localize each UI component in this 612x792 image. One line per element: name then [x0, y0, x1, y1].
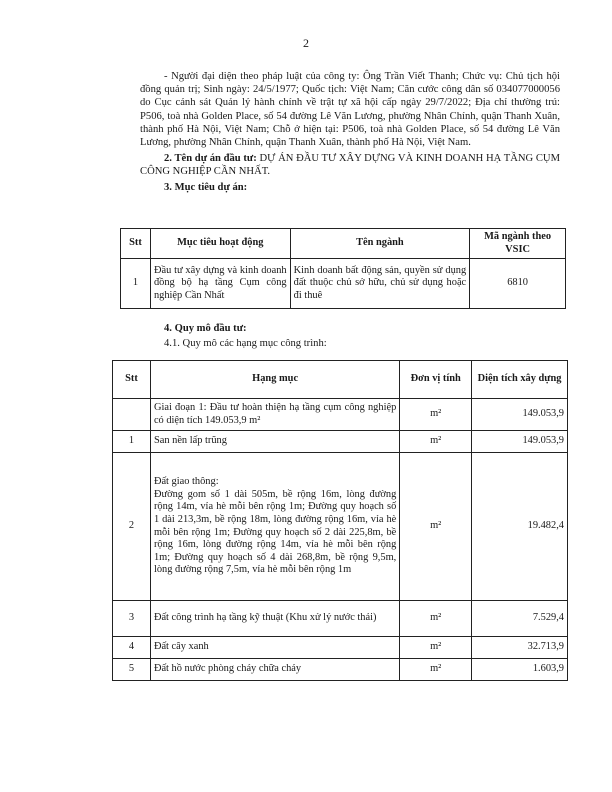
cell-activity: Đầu tư xây dựng và kinh doanh đồng bộ hạ tầng Cụm công nghiệp Cần Nhất [150, 259, 290, 309]
cell-area: 1.603,9 [472, 659, 568, 681]
cell-unit: m² [400, 431, 472, 453]
cell-stt: 5 [113, 659, 151, 681]
scale-heading: 4. Quy mô đầu tư: [164, 323, 247, 334]
cell-stt: 2 [113, 453, 151, 601]
table-row [113, 659, 568, 681]
col-header-unit: Đơn vị tính [400, 361, 472, 399]
cell-item: San nền lấp trũng [150, 431, 399, 453]
scale-table [112, 360, 568, 681]
scale-subheading: 4.1. Quy mô các hạng mục công trình: [164, 338, 327, 350]
cell-stt [113, 399, 151, 431]
project-name-paragraph [140, 152, 560, 178]
cell-code: 6810 [470, 259, 566, 309]
col-header-item: Hạng mục [150, 361, 399, 399]
cell-item: Đất cây xanh [150, 637, 399, 659]
cell-area: 7.529,4 [472, 601, 568, 637]
objective-table-header-row [121, 229, 566, 259]
col-header-industry: Tên ngành [290, 229, 470, 259]
scale-table-header-row [113, 361, 568, 399]
cell-item: Đất giao thông: Đường gom số 1 dài 505m, bề rộng 16m, lòng đường rộng 14m, vỉa hè mỗi bên rộng 1m; Đường quy hoạch số 1 dài 213,3m, bề rộng 18m, lòng đường rộng 16m, vỉa hè mỗi bên rộng 1m; Đường quy hoạch số 2 dài 225,8m, bề rộng 16m, lòng đường rộng 14m, vỉa hè mỗi bên rộng 1m; Đường quy hoạch số 4 dài 268,8m, bề rộng 9,5m, lòng đường rộng 7,5m, vỉa hè mỗi bên rộng 1m [150, 453, 399, 601]
cell-unit: m² [400, 601, 472, 637]
cell-industry: Kinh doanh bất động sản, quyền sử dụng đất thuộc chủ sở hữu, chủ sử dụng hoặc đi thuê [290, 259, 470, 309]
table-row [113, 453, 568, 601]
table-row [113, 637, 568, 659]
objective-heading: 3. Mục tiêu dự án: [164, 181, 248, 193]
body-text [140, 70, 560, 194]
page-number: 2 [303, 36, 309, 50]
table-row [113, 431, 568, 453]
table-row [113, 399, 568, 431]
table-row [121, 259, 566, 309]
col-header-code: Mã ngành theo VSIC [470, 229, 566, 259]
cell-area: 19.482,4 [472, 453, 568, 601]
cell-item: Giai đoạn 1: Đầu tư hoàn thiện hạ tầng cụm công nghiệp có diện tích 149.053,9 m² [150, 399, 399, 431]
project-name-value: DỰ ÁN ĐẦU TƯ XÂY DỰNG VÀ KINH DOANH HẠ TẦNG CỤM CÔNG NGHIỆP CẦN NHẤT. [140, 153, 560, 178]
col-header-stt: Stt [113, 361, 151, 399]
col-header-stt: Stt [121, 229, 151, 259]
cell-area: 149.053,9 [472, 431, 568, 453]
cell-stt: 3 [113, 601, 151, 637]
cell-item: Đất hồ nước phòng cháy chữa cháy [150, 659, 399, 681]
col-header-area: Diện tích xây dựng [472, 361, 568, 399]
table-row [113, 601, 568, 637]
cell-area: 32.713,9 [472, 637, 568, 659]
cell-unit: m² [400, 659, 472, 681]
scale-headings [140, 322, 560, 350]
cell-stt: 1 [121, 259, 151, 309]
cell-unit: m² [400, 399, 472, 431]
col-header-activity: Mục tiêu hoạt động [150, 229, 290, 259]
cell-stt: 4 [113, 637, 151, 659]
cell-area: 149.053,9 [472, 399, 568, 431]
project-name-label: 2. Tên dự án đầu tư: [164, 153, 257, 165]
representative-paragraph: - Người đại diện theo pháp luật của công ty: Ông Trần Viết Thanh; Chức vụ: Chủ tịch hội đồng quản trị; Sinh ngày: 24/5/1977; Quốc tịch: Việt Nam; Căn cước công dân số 034077000056 do Cục cảnh sát Quản lý hành chính về trật tự xã hội cấp ngày 29/7/2022; Địa chỉ thường trú: P506, toà nhà Golden Place, số 54 đường Lê Văn Lương, phường Nhân Chính, quận Thanh Xuân, thành phố Hà Nội, Việt Nam; Chỗ ở hiện tại: P506, toà nhà Golden Place, số 54 đường Lê Văn Lương, phường Nhân Chính, quận Thanh Xuân, thành phố Hà Nội, Việt Nam. [140, 71, 560, 149]
cell-item: Đất công trình hạ tầng kỹ thuật (Khu xử lý nước thải) [150, 601, 399, 637]
cell-stt: 1 [113, 431, 151, 453]
objective-table [120, 228, 566, 309]
cell-unit: m² [400, 637, 472, 659]
cell-unit: m² [400, 453, 472, 601]
